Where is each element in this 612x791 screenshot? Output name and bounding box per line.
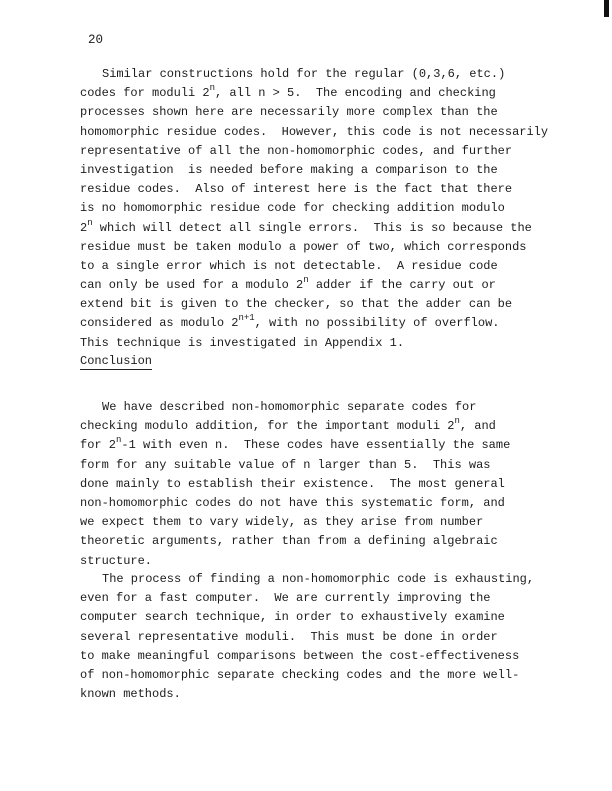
text-line — [80, 570, 595, 589]
superscript: n+1 — [238, 313, 255, 324]
text-segment: , all n > 5. The encoding and checking — [215, 86, 496, 101]
text-line — [80, 295, 595, 314]
paragraph-similar-constructions — [80, 65, 595, 353]
text-line — [80, 180, 595, 199]
text-line — [80, 552, 595, 571]
text-segment: several representative moduli. This must be done in order — [80, 629, 498, 644]
text-line — [80, 84, 595, 103]
text-segment: processes shown here are necessarily more complex than the — [80, 105, 498, 120]
text-segment: This technique is investigated in Appendix 1. — [80, 335, 405, 350]
page-number: 20 — [88, 33, 104, 47]
text-line — [80, 103, 595, 122]
text-segment: residue codes. Also of interest here is the fact that there — [80, 182, 513, 197]
text-segment: to a single error which is not detectable. A residue code — [80, 258, 498, 273]
text-segment: known methods. — [80, 687, 181, 702]
text-line — [80, 589, 595, 608]
text-segment: can only be used for a modulo 2 — [80, 278, 304, 293]
text-segment: form for any suitable value of n larger than 5. This was — [80, 457, 491, 472]
conclusion-heading-block — [80, 352, 595, 371]
text-segment: checking modulo addition, for the important moduli 2 — [80, 419, 455, 434]
text-segment: homomorphic residue codes. However, this code is not necessarily — [80, 124, 549, 139]
paragraph-conclusion-summary — [80, 398, 595, 571]
text-line — [80, 199, 595, 218]
text-segment: non-homomorphic codes do not have this systematic form, and — [80, 495, 505, 510]
text-line — [80, 161, 595, 180]
text-line — [80, 456, 595, 475]
text-line — [80, 276, 595, 295]
text-line — [80, 513, 595, 532]
text-line — [80, 219, 595, 238]
text-line — [80, 238, 595, 257]
text-segment: Similar constructions hold for the regular (0,3,6, etc.) — [102, 67, 506, 81]
text-line — [80, 65, 595, 84]
superscript: n — [116, 435, 122, 446]
corner-mark — [604, 0, 609, 17]
text-segment: 2 — [80, 220, 88, 235]
text-segment: adder if the carry out or — [308, 278, 496, 293]
text-line — [80, 666, 595, 685]
text-segment: The process of finding a non-homomorphic code is exhausting, — [102, 572, 535, 586]
text-segment: of non-homomorphic separate checking codes and the more well- — [80, 667, 520, 682]
text-line — [80, 314, 595, 333]
text-segment: , and — [459, 419, 496, 434]
conclusion-heading: Conclusion — [80, 354, 153, 368]
text-segment: structure. — [80, 553, 153, 568]
text-line — [80, 494, 595, 513]
text-line — [80, 628, 595, 647]
text-line — [80, 417, 595, 436]
text-line — [80, 257, 595, 276]
text-line — [80, 123, 595, 142]
text-line — [80, 532, 595, 551]
text-line — [80, 647, 595, 666]
text-segment: We have described non-homomorphic separate codes for — [102, 400, 477, 414]
text-line — [80, 436, 595, 455]
text-segment: investigation is needed before making a comparison to the — [80, 162, 498, 177]
text-segment: -1 with even n. These codes have essentially the same — [121, 438, 511, 453]
text-line — [80, 142, 595, 161]
text-segment: computer search technique, in order to exhaustively examine — [80, 610, 505, 625]
text-segment: to make meaningful comparisons between the cost-effectiveness — [80, 648, 520, 663]
text-segment: , with no possibility of overflow. — [254, 316, 500, 331]
text-line — [80, 608, 595, 627]
text-segment: theoretic arguments, rather than from a defining algebraic — [80, 534, 498, 549]
text-segment: done mainly to establish their existence. The most general — [80, 476, 505, 491]
text-line — [80, 398, 595, 417]
paragraph-search-process — [80, 570, 595, 704]
superscript: n — [209, 83, 216, 94]
text-segment: codes for moduli 2 — [80, 86, 210, 101]
text-segment: which will detect all single errors. This is so because the — [92, 220, 532, 235]
text-line — [80, 334, 595, 353]
superscript: n — [454, 416, 460, 427]
text-segment: we expect them to vary widely, as they arise from number — [80, 515, 484, 530]
text-segment: is no homomorphic residue code for checking addition modulo — [80, 201, 505, 216]
text-segment: for 2 — [80, 438, 117, 453]
text-segment: even for a fast computer. We are currently improving the — [80, 591, 491, 606]
text-segment: extend bit is given to the checker, so that the adder can be — [80, 297, 513, 312]
text-segment: representative of all the non-homomorphic codes, and further — [80, 143, 513, 158]
superscript: n — [87, 217, 93, 228]
text-line — [80, 475, 595, 494]
text-line — [80, 685, 595, 704]
text-segment: considered as modulo 2 — [80, 316, 239, 331]
superscript: n — [303, 275, 309, 286]
text-segment: residue must be taken modulo a power of two, which corresponds — [80, 239, 527, 254]
